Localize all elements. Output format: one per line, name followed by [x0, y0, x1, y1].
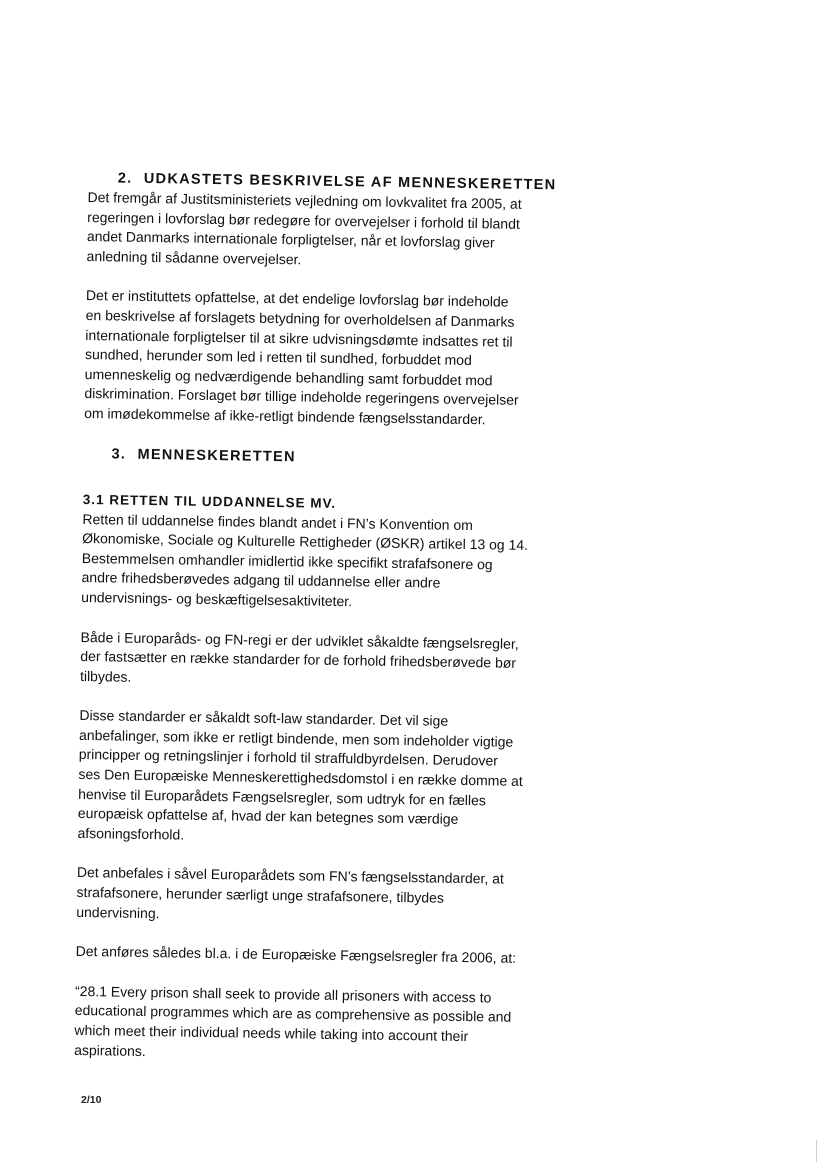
- text-line: which meet their individual needs while taking into account their: [74, 1021, 469, 1045]
- text-line: aspirations.: [74, 1041, 146, 1059]
- text-line: ses Den Europæiske Menneskerettighedsdomstol i en række domme at: [78, 765, 523, 789]
- text-line: Økonomiske, Sociale og Kulturelle Rettigheder (ØSKR) artikel 13 og 14.: [82, 530, 529, 554]
- section-3-number: 3.: [111, 445, 127, 463]
- section-3-1-paragraph-2: [80, 627, 551, 693]
- text-line: andet Danmarks internationale forpligtelser, når et lovforslag giver: [86, 228, 495, 251]
- text-line: undervisning.: [76, 903, 160, 921]
- text-line: diskrimination. Forslaget bør tillige indeholde regeringens overvejelser: [84, 385, 519, 409]
- text-line: Retten til uddannelse findes blandt andet i FN’s Konvention om: [82, 510, 474, 533]
- text-line: anledning til sådanne overvejelser.: [86, 247, 302, 268]
- page-number: 2/10: [81, 1094, 102, 1106]
- section-3-title: MENNESKERETTEN: [137, 446, 297, 465]
- text-line: strafafsonere, herunder særligt unge strafafsonere, tilbydes: [76, 883, 445, 906]
- section-3-1-paragraph-4: [76, 863, 547, 929]
- section-2-paragraph-2: [84, 286, 556, 431]
- text-line: der fastsætter en række standarder for de forhold frihedsberøvede bør: [80, 648, 517, 671]
- section-3-1-quote: [74, 982, 545, 1068]
- text-line: sundhed, herunder som led i retten til sundhed, forbuddet mod: [84, 346, 472, 369]
- section-3-heading: [83, 443, 553, 470]
- text-line: undervisnings- og beskæftigelsesaktiviteter.: [81, 588, 353, 610]
- section-3-1-paragraph-3: [77, 706, 549, 851]
- text-line: Både i Europaråds- og FN-regi er der udviklet såkaldte fængselsregler,: [80, 628, 519, 652]
- text-line: europæisk opfattelse af, hvad der kan betegnes som værdige: [77, 805, 459, 828]
- text-line: educational programmes which are as comprehensive as possible and: [74, 1002, 512, 1026]
- text-line: “28.1 Every prison shall seek to provide all prisoners with access to: [74, 982, 492, 1006]
- section-3-1-paragraph-1: [81, 509, 552, 614]
- text-line: Det anbefales i såvel Europarådets som FN’s fængselsstandarder, at: [76, 864, 504, 888]
- text-line: Bestemmelsen omhandler imidlertid ikke specifikt strafafsonere og: [81, 549, 493, 573]
- text-line: internationale forpligtelser til at sikre udvisningsdømte indsattes ret til: [85, 326, 513, 350]
- text-line: regeringen i lovforslag bør redegøre for overvejelser i forhold til blandt: [87, 208, 520, 232]
- text-line: om imødekommelse af ikke-retligt bindende fængselsstandarder.: [84, 404, 486, 428]
- text-line: umenneskelig og nedværdigende behandling samt forbuddet mod: [84, 365, 493, 389]
- text-line: afsoningsforhold.: [77, 824, 185, 843]
- document-body: [74, 168, 558, 1087]
- text-line: Det anføres således bl.a. i de Europæiske Fængselsregler fra 2006, at:: [75, 943, 517, 967]
- text-line: principper og retningslinjer i forhold til straffuldbyrdelsen. Derudover: [78, 746, 499, 769]
- section-3-1-heading: 3.1 RETTEN TIL UDDANNELSE MV.: [82, 491, 337, 511]
- text-line: tilbydes.: [79, 667, 132, 685]
- section-2-number: 2.: [117, 170, 133, 187]
- text-line: Det fremgår af Justitsministeriets vejledning om lovkvalitet fra 2005, at: [87, 188, 522, 212]
- text-line: henvise til Europarådets Fængselsregler, som udtryk for en fælles: [78, 785, 486, 808]
- section-2-paragraph-1: [86, 188, 557, 274]
- section-3-1-paragraph-5: [76, 942, 546, 969]
- scan-edge-mark: [816, 1140, 817, 1162]
- text-line: andre frihedsberøvedes adgang til uddannelse eller andre: [81, 569, 441, 591]
- text-line: anbefalinger, som ikke er retligt bindende, men som indeholder vigtige: [78, 726, 514, 750]
- text-line: en beskrivelse af forslagets betydning for overholdelsen af Danmarks: [85, 306, 515, 330]
- text-line: Disse standarder er såkaldt soft-law standarder. Det vil sige: [79, 707, 449, 730]
- section-2-title: UDKASTETS BESKRIVELSE AF MENNESKERETTEN: [143, 170, 557, 194]
- text-line: Det er instituttets opfattelse, at det endelige lovforslag bør indeholde: [85, 287, 509, 310]
